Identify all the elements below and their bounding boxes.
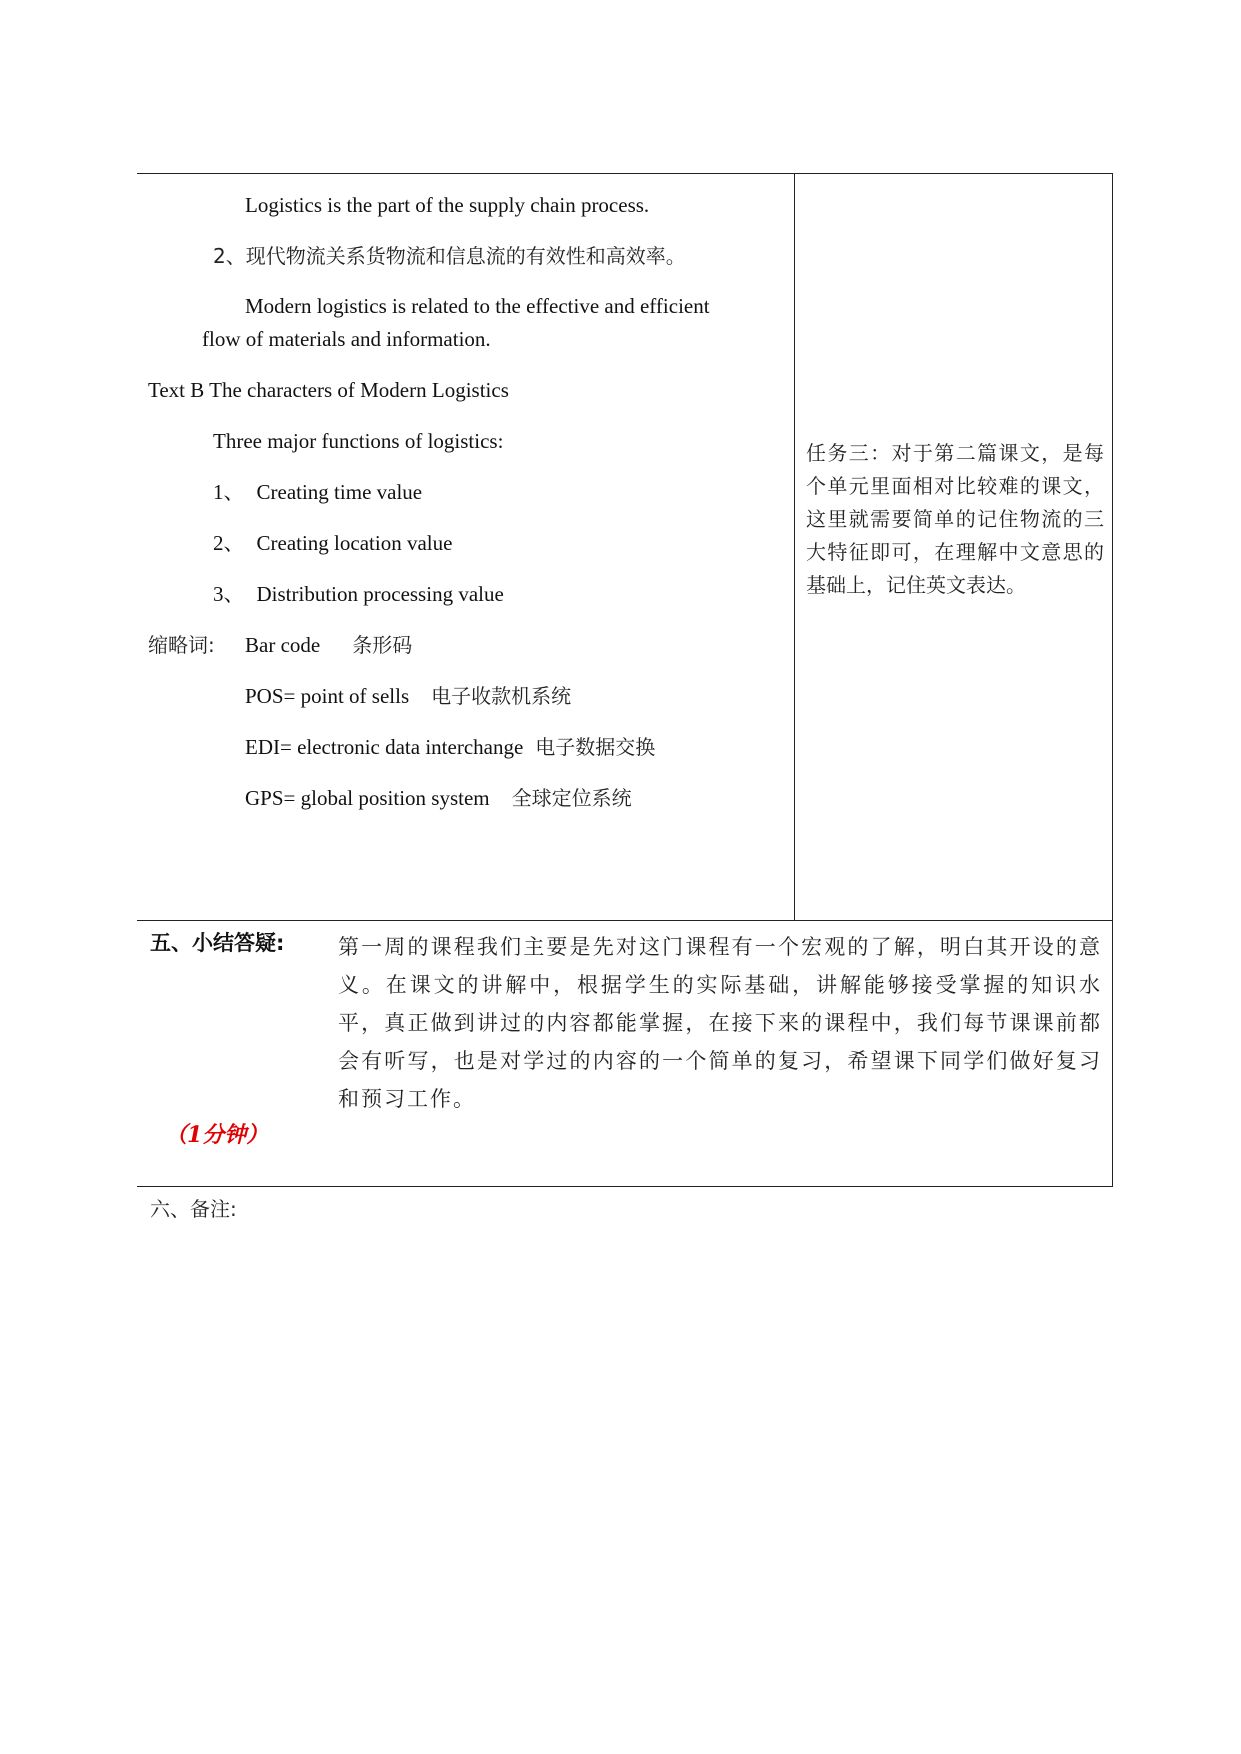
abbreviation-en: POS= point of sells xyxy=(245,684,410,708)
function-number: 3、 xyxy=(213,582,245,606)
point-2-english-line-2: flow of materials and information. xyxy=(202,327,491,351)
abbreviation-row xyxy=(245,784,632,812)
function-item xyxy=(213,580,504,608)
function-text: Creating location value xyxy=(256,531,453,555)
point-2-chinese: 2、现代物流关系货物流和信息流的有效性和高效率。 xyxy=(213,244,686,268)
point-2-english-line-1: Modern logistics is related to the effective and efficient xyxy=(245,294,710,318)
abbreviation-zh: 电子收款机系统 xyxy=(431,684,572,708)
function-text: Creating time value xyxy=(256,480,423,504)
function-item xyxy=(213,478,422,506)
abbreviation-en: GPS= global position system xyxy=(245,786,490,810)
remarks-label: 六、备注: xyxy=(150,1197,237,1221)
abbreviation-row xyxy=(245,631,412,659)
abbreviation-row xyxy=(245,682,571,710)
function-number: 2、 xyxy=(213,531,245,555)
logistics-definition-line: Logistics is the part of the supply chain process. xyxy=(245,193,650,217)
abbreviation-en: Bar code xyxy=(245,633,321,657)
summary-text: 第一周的课程我们主要是先对这门课程有一个宏观的了解，明白其开设的意义。在课文的讲解中，根据学生的实际基础，讲解能够接受掌握的知识水平，真正做到讲过的内容都能掌握，在接下来的课程中，我们每节课课前都会有听写，也是对学过的内容的一个简单的复习，希望课下同学们做好复习和预习工作。 xyxy=(338,935,1102,1111)
summary-label: 五、小结答疑: xyxy=(150,931,285,955)
functions-heading: Three major functions of logistics: xyxy=(213,429,504,453)
abbreviation-zh: 全球定位系统 xyxy=(511,786,632,810)
abbreviation-zh: 条形码 xyxy=(352,633,413,657)
abbreviation-row xyxy=(245,733,655,761)
abbreviations-label: 缩略词: xyxy=(148,633,215,657)
text-b-title: Text B The characters of Modern Logistics xyxy=(148,378,509,402)
row-divider xyxy=(137,920,1113,921)
function-number: 1、 xyxy=(213,480,245,504)
task-note: 任务三：对于第二篇课文，是每个单元里面相对比较难的课文，这里就需要简单的记住物流的三大特征即可，在理解中文意思的基础上，记住英文表达。 xyxy=(806,441,1104,597)
function-text: Distribution processing value xyxy=(256,582,504,606)
function-item xyxy=(213,529,452,557)
time-note: （1分钟） xyxy=(165,1122,269,1148)
abbreviation-en: EDI= electronic data interchange xyxy=(245,735,524,759)
column-divider xyxy=(794,173,795,920)
abbreviation-zh: 电子数据交换 xyxy=(535,735,656,759)
